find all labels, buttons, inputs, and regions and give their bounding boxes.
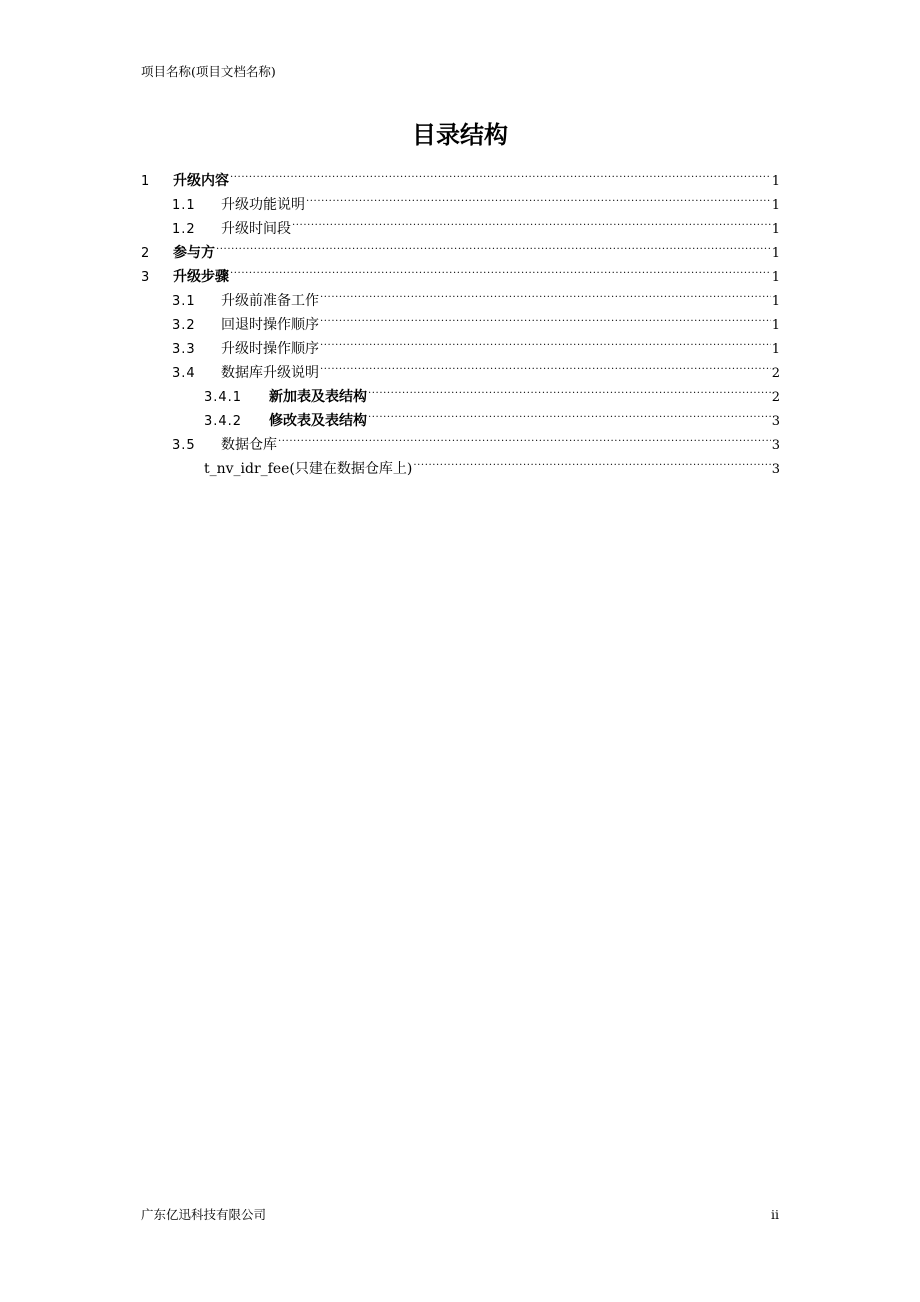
toc-entry-label: 升级前准备工作	[221, 293, 319, 309]
toc-entry-number: 3.5	[172, 438, 196, 453]
toc-entry-page: 3	[771, 414, 780, 429]
toc-entry-label: 升级时间段	[221, 221, 291, 237]
toc-entry-page: 1	[771, 198, 780, 213]
toc-leader-dots	[306, 185, 771, 209]
toc-entry-label: 数据库升级说明	[221, 365, 319, 381]
toc-leader-dots	[413, 449, 770, 473]
page-header: 项目名称(项目文档名称)	[141, 64, 276, 79]
toc-entry-1[interactable]	[141, 161, 780, 189]
toc-entry-page: 3	[771, 462, 780, 477]
toc-leader-dots	[230, 257, 771, 281]
toc-entry-3-4-2[interactable]	[204, 401, 780, 429]
toc-entry-label: 数据仓库	[221, 437, 277, 453]
toc-entry-page: 2	[771, 366, 780, 381]
toc-entry-label: 升级时操作顺序	[221, 341, 319, 357]
toc-leader-dots	[278, 425, 771, 449]
toc-entry-label: 升级功能说明	[221, 197, 305, 213]
toc-entry-3-3[interactable]	[172, 329, 780, 357]
footer-company: 广东亿迅科技有限公司	[141, 1207, 267, 1222]
toc-entry-3-4-1[interactable]	[204, 377, 780, 405]
toc-entry-number: 3.2	[172, 318, 196, 333]
toc-entry-3-4[interactable]	[172, 353, 780, 381]
toc-entry-page: 1	[771, 222, 780, 237]
toc-title: 目录结构	[412, 121, 508, 149]
toc-entry-page: 1	[771, 270, 780, 285]
toc-entry-number: 1.1	[172, 198, 196, 213]
toc-entry-label: t_nv_idr_fee(只建在数据仓库上)	[204, 461, 413, 477]
toc-entry-label: 修改表及表结构	[269, 413, 367, 429]
toc-entry-page: 1	[771, 246, 780, 261]
toc-entry-label: 新加表及表结构	[269, 389, 367, 405]
toc-entry-number: 1	[141, 174, 151, 189]
toc-leader-dots	[320, 305, 771, 329]
toc-entry-number: 3.4	[172, 366, 196, 381]
toc-entry-label: 升级内容	[173, 173, 229, 189]
toc-entry-number: 2	[141, 246, 151, 261]
toc-leader-dots	[368, 401, 771, 425]
toc-entry-number: 3.1	[172, 294, 196, 309]
toc-entry-1-1[interactable]	[172, 185, 780, 213]
toc-entry-1-2[interactable]	[172, 209, 780, 237]
toc-entry-t-nv-idr-fee[interactable]	[204, 449, 780, 477]
toc-leader-dots	[320, 353, 771, 377]
toc-entry-page: 1	[771, 294, 780, 309]
toc-entry-3[interactable]	[141, 257, 780, 285]
toc-entry-page: 1	[771, 342, 780, 357]
toc-leader-dots	[320, 281, 771, 305]
toc-entry-2[interactable]	[141, 233, 780, 261]
footer-page-number: ii	[771, 1207, 779, 1222]
toc-entry-number: 1.2	[172, 222, 196, 237]
toc-entry-3-1[interactable]	[172, 281, 780, 309]
toc-entry-page: 1	[771, 174, 780, 189]
toc-leader-dots	[320, 329, 771, 353]
toc-entry-page: 2	[771, 390, 780, 405]
toc-entry-number: 3.4.2	[204, 414, 243, 429]
toc-leader-dots	[230, 161, 771, 185]
toc-entry-label: 回退时操作顺序	[221, 317, 319, 333]
toc-entry-3-5[interactable]	[172, 425, 780, 453]
toc-entry-number: 3.3	[172, 342, 196, 357]
toc-entry-3-2[interactable]	[172, 305, 780, 333]
toc-leader-dots	[292, 209, 771, 233]
toc-entry-number: 3	[141, 270, 151, 285]
toc-entry-page: 3	[771, 438, 780, 453]
toc-entry-label: 参与方	[173, 245, 215, 261]
toc-entry-number: 3.4.1	[204, 390, 243, 405]
toc-leader-dots	[216, 233, 771, 257]
toc-leader-dots	[368, 377, 771, 401]
toc-entry-page: 1	[771, 318, 780, 333]
toc-entry-label: 升级步骤	[173, 269, 229, 285]
